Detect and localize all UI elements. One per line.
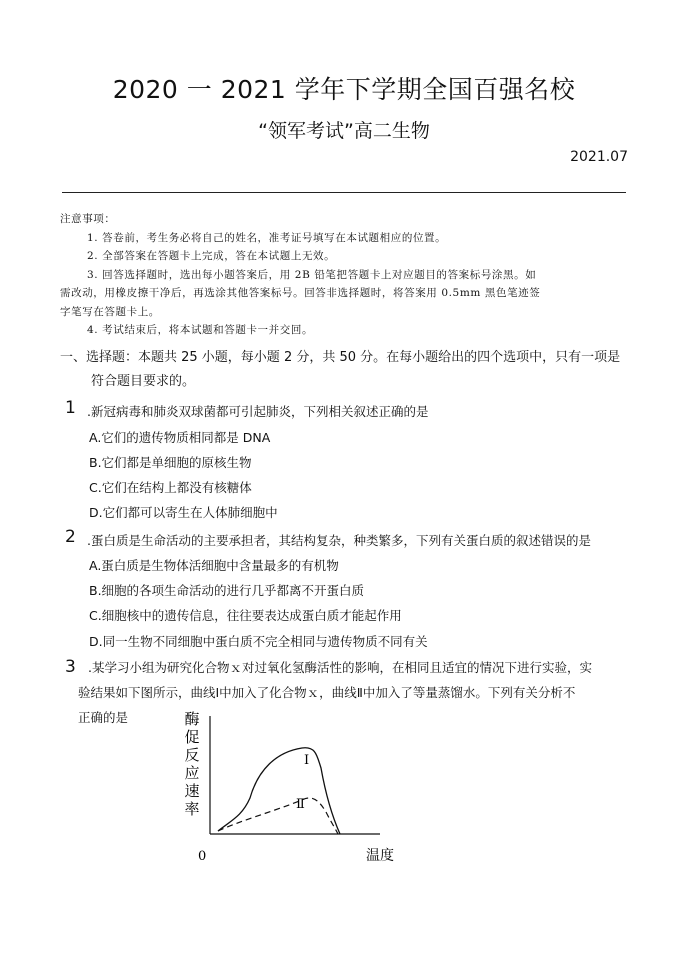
enzyme-rate-chart	[180, 708, 420, 868]
y-axis-label-char: 促	[184, 728, 200, 746]
note-item-4: 4. 考试结束后，将本试题和答题卡一并交回。	[87, 324, 314, 336]
y-axis-label	[184, 710, 199, 818]
y-axis-label-char: 反	[184, 746, 200, 764]
q2-option-a: A.蛋白质是生物体活细胞中含量最多的有机物	[89, 558, 339, 573]
q2-option-c: C.细胞核中的遗传信息，往往要表达成蛋白质才能起作用	[89, 608, 402, 623]
q2-option-b: B.细胞的各项生命活动的进行几乎都离不开蛋白质	[89, 583, 365, 598]
question-3-stem-line3: 正确的是	[78, 710, 129, 725]
exam-notes	[60, 210, 632, 340]
question-3-stem-line2: 验结果如下图所示，曲线Ⅰ中加入了化合物ｘ，曲线Ⅱ中加入了等量蒸馏水。下列有关分析不	[78, 685, 576, 700]
question-stem: .蛋白质是生命活动的主要承担者，其结构复杂，种类繁多，下列有关蛋白质的叙述错误的是	[87, 533, 591, 548]
question-number: 1	[65, 398, 76, 418]
question-number: 3	[65, 657, 76, 677]
question-stem-line: .某学习小组为研究化合物ｘ对过氧化氢酶活性的影响，在相同且适宜的情况下进行实验，实	[88, 660, 592, 675]
y-axis-label-char: 率	[184, 800, 200, 818]
q2-option-d: D.同一生物不同细胞中蛋白质不完全相同与遗传物质不同有关	[89, 634, 428, 649]
q1-option-a: A.它们的遗传物质相同都是 DNA	[89, 430, 271, 445]
series-label-I: Ⅰ	[304, 753, 310, 768]
series-line-I	[218, 748, 340, 834]
notes-heading: 注意事项：	[60, 213, 116, 225]
q1-option-c: C.它们在结构上都没有核糖体	[89, 480, 252, 495]
y-axis-label-char: 应	[184, 764, 200, 782]
question-3-stem	[88, 656, 632, 680]
header-divider	[62, 192, 626, 193]
q1-option-d: D.它们都可以寄生在人体肺细胞中	[89, 505, 278, 520]
series-line-II	[218, 798, 338, 834]
question-stem: .新冠病毒和肺炎双球菌都可引起肺炎，下列相关叙述正确的是	[87, 404, 429, 419]
question-number: 2	[65, 527, 76, 547]
y-axis-label-char: 速	[184, 782, 200, 800]
origin-label: 0	[198, 849, 207, 864]
note-item-3-cont2: 字笔写在答题卡上。	[60, 305, 160, 318]
x-axis-label: 温度	[366, 848, 394, 864]
q1-option-b: B.它们都是单细胞的原核生物	[89, 455, 252, 470]
exam-date: 2021.07	[570, 149, 628, 165]
y-axis-label-char: 酶	[184, 710, 200, 728]
section-header	[60, 346, 632, 394]
section-instructions: 一、选择题：本题共 25 小题，每小题 2 分，共 50 分。在每小题给出的四个选项中，只有一项是	[60, 350, 621, 365]
series-label-II: Ⅱ	[296, 797, 305, 812]
note-item-3: 3. 回答选择题时，选出每小题答案后，用 2B 铅笔把答题卡上对应题目的答案标号涂黑。如	[87, 268, 537, 281]
note-item-1: 1. 答卷前，考生务必将自己的姓名，准考证号填写在本试题相应的位置。	[87, 231, 447, 244]
note-item-3-cont: 需改动，用橡皮擦干净后，再选涂其他答案标号。回答非选择题时，将答案用 0.5mm 黑色笔迹签	[60, 287, 541, 299]
exam-title: 2020 一 2021 学年下学期全国百强名校	[112, 75, 576, 104]
note-item-2: 2. 全部答案在答题卡上完成，答在本试题上无效。	[87, 250, 336, 262]
section-instructions-cont: 符合题目要求的。	[91, 374, 196, 389]
exam-subtitle: “领军考试”高二生物	[258, 120, 430, 142]
